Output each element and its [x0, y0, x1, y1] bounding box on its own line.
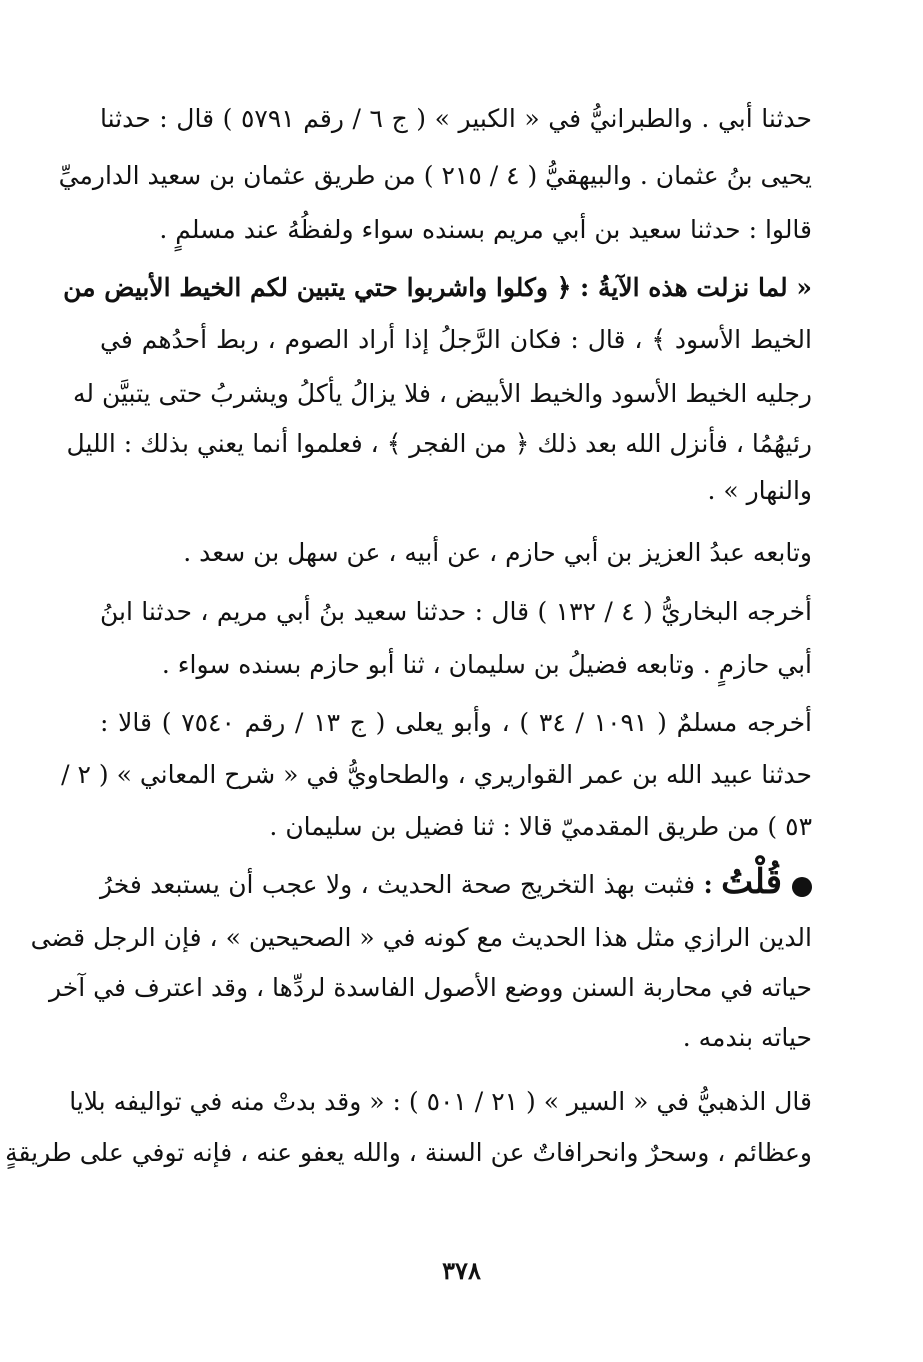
text-line: أخرجه البخاريُّ ( ٤ / ١٣٢ ) قال : حدثنا سعيد بنُ أبي مريم ، حدثنا ابنُ — [100, 597, 812, 626]
text-line: رجليه الخيط الأسود والخيط الأبيض ، فلا يزالُ يأكلُ ويشربُ حتى يتبيَّن له — [72, 379, 812, 408]
text-line: قال الذهبيُّ في « السير » ( ٢١ / ٥٠١ ) : « وقد بدتْ منه في تواليفه بلايا — [69, 1087, 812, 1116]
qultu-colon: : — [703, 870, 713, 899]
text-line: رئيهُمُا ، فأنزل الله بعد ذلك ﴿ من الفجر ﴾ ، فعلموا أنما يعني بذلك : الليل — [66, 429, 812, 458]
qultu-text: فثبت بهذ التخريج صحة الحديث ، ولا عجب أن يستبعد فخرُ — [100, 870, 696, 899]
text-line: حياته بندمه . — [682, 1023, 812, 1052]
text-line: وتابعه عبدُ العزيز بن أبي حازم ، عن أبيه ، عن سهل بن سعد . — [183, 538, 812, 567]
text-line: حدثنا عبيد الله بن عمر القواريري ، والطحاويُّ في « شرح المعاني » ( ٢ / — [61, 760, 812, 789]
text-line: والنهار » . — [707, 476, 812, 505]
text-line: الدين الرازي مثل هذا الحديث مع كونه في « الصحيحين » ، فإن الرجل قضى — [30, 923, 812, 952]
text-line: ٥٣ ) من طريق المقدميّ قالا : ثنا فضيل بن سليمان . — [269, 812, 812, 841]
text-line: يحيى بنُ عثمان . والبيهقيُّ ( ٤ / ٢١٥ ) من طريق عثمان بن سعيد الدارميِّ — [58, 161, 812, 190]
text-line: وعظائم ، وسحرٌ وانحرافاتٌ عن السنة ، والله يعفو عنه ، فإنه توفي على طريقةٍ — [5, 1138, 812, 1167]
text-line: قالوا : حدثنا سعيد بن أبي مريم بسنده سواء ولفظُهُ عند مسلمٍ . — [159, 215, 812, 244]
text-line: « لما نزلت هذه الآيةُ : ﴿ وكلوا واشربوا حتي يتبين لكم الخيط الأبيض من — [63, 273, 812, 302]
text-line: أخرجه مسلمٌ ( ١٠٩١ / ٣٤ ) ، وأبو يعلى ( ج ١٣ / رقم ٧٥٤٠ ) قالا : — [100, 708, 812, 737]
text-line: أبي حازمٍ . وتابعه فضيلُ بن سليمان ، ثنا أبو حازم بسنده سواء . — [161, 650, 812, 679]
bullet-icon — [792, 877, 812, 897]
text-line: حياته في محاربة السنن ووضع الأصول الفاسدة لردِّها ، وقد اعترف في آخر — [49, 973, 812, 1002]
qultu-line — [100, 862, 812, 902]
qultu-label: قُلْتُ — [721, 862, 783, 902]
text-line: الخيط الأسود ﴾ ، قال : فكان الرَّجلُ إذا أراد الصوم ، ربط أحدُهم في — [100, 325, 812, 354]
text-line: حدثنا أبي . والطبرانيُّ في « الكبير » ( ج ٦ / رقم ٥٧٩١ ) قال : حدثنا — [100, 104, 812, 133]
page-number: ٣٧٨ — [442, 1256, 481, 1285]
